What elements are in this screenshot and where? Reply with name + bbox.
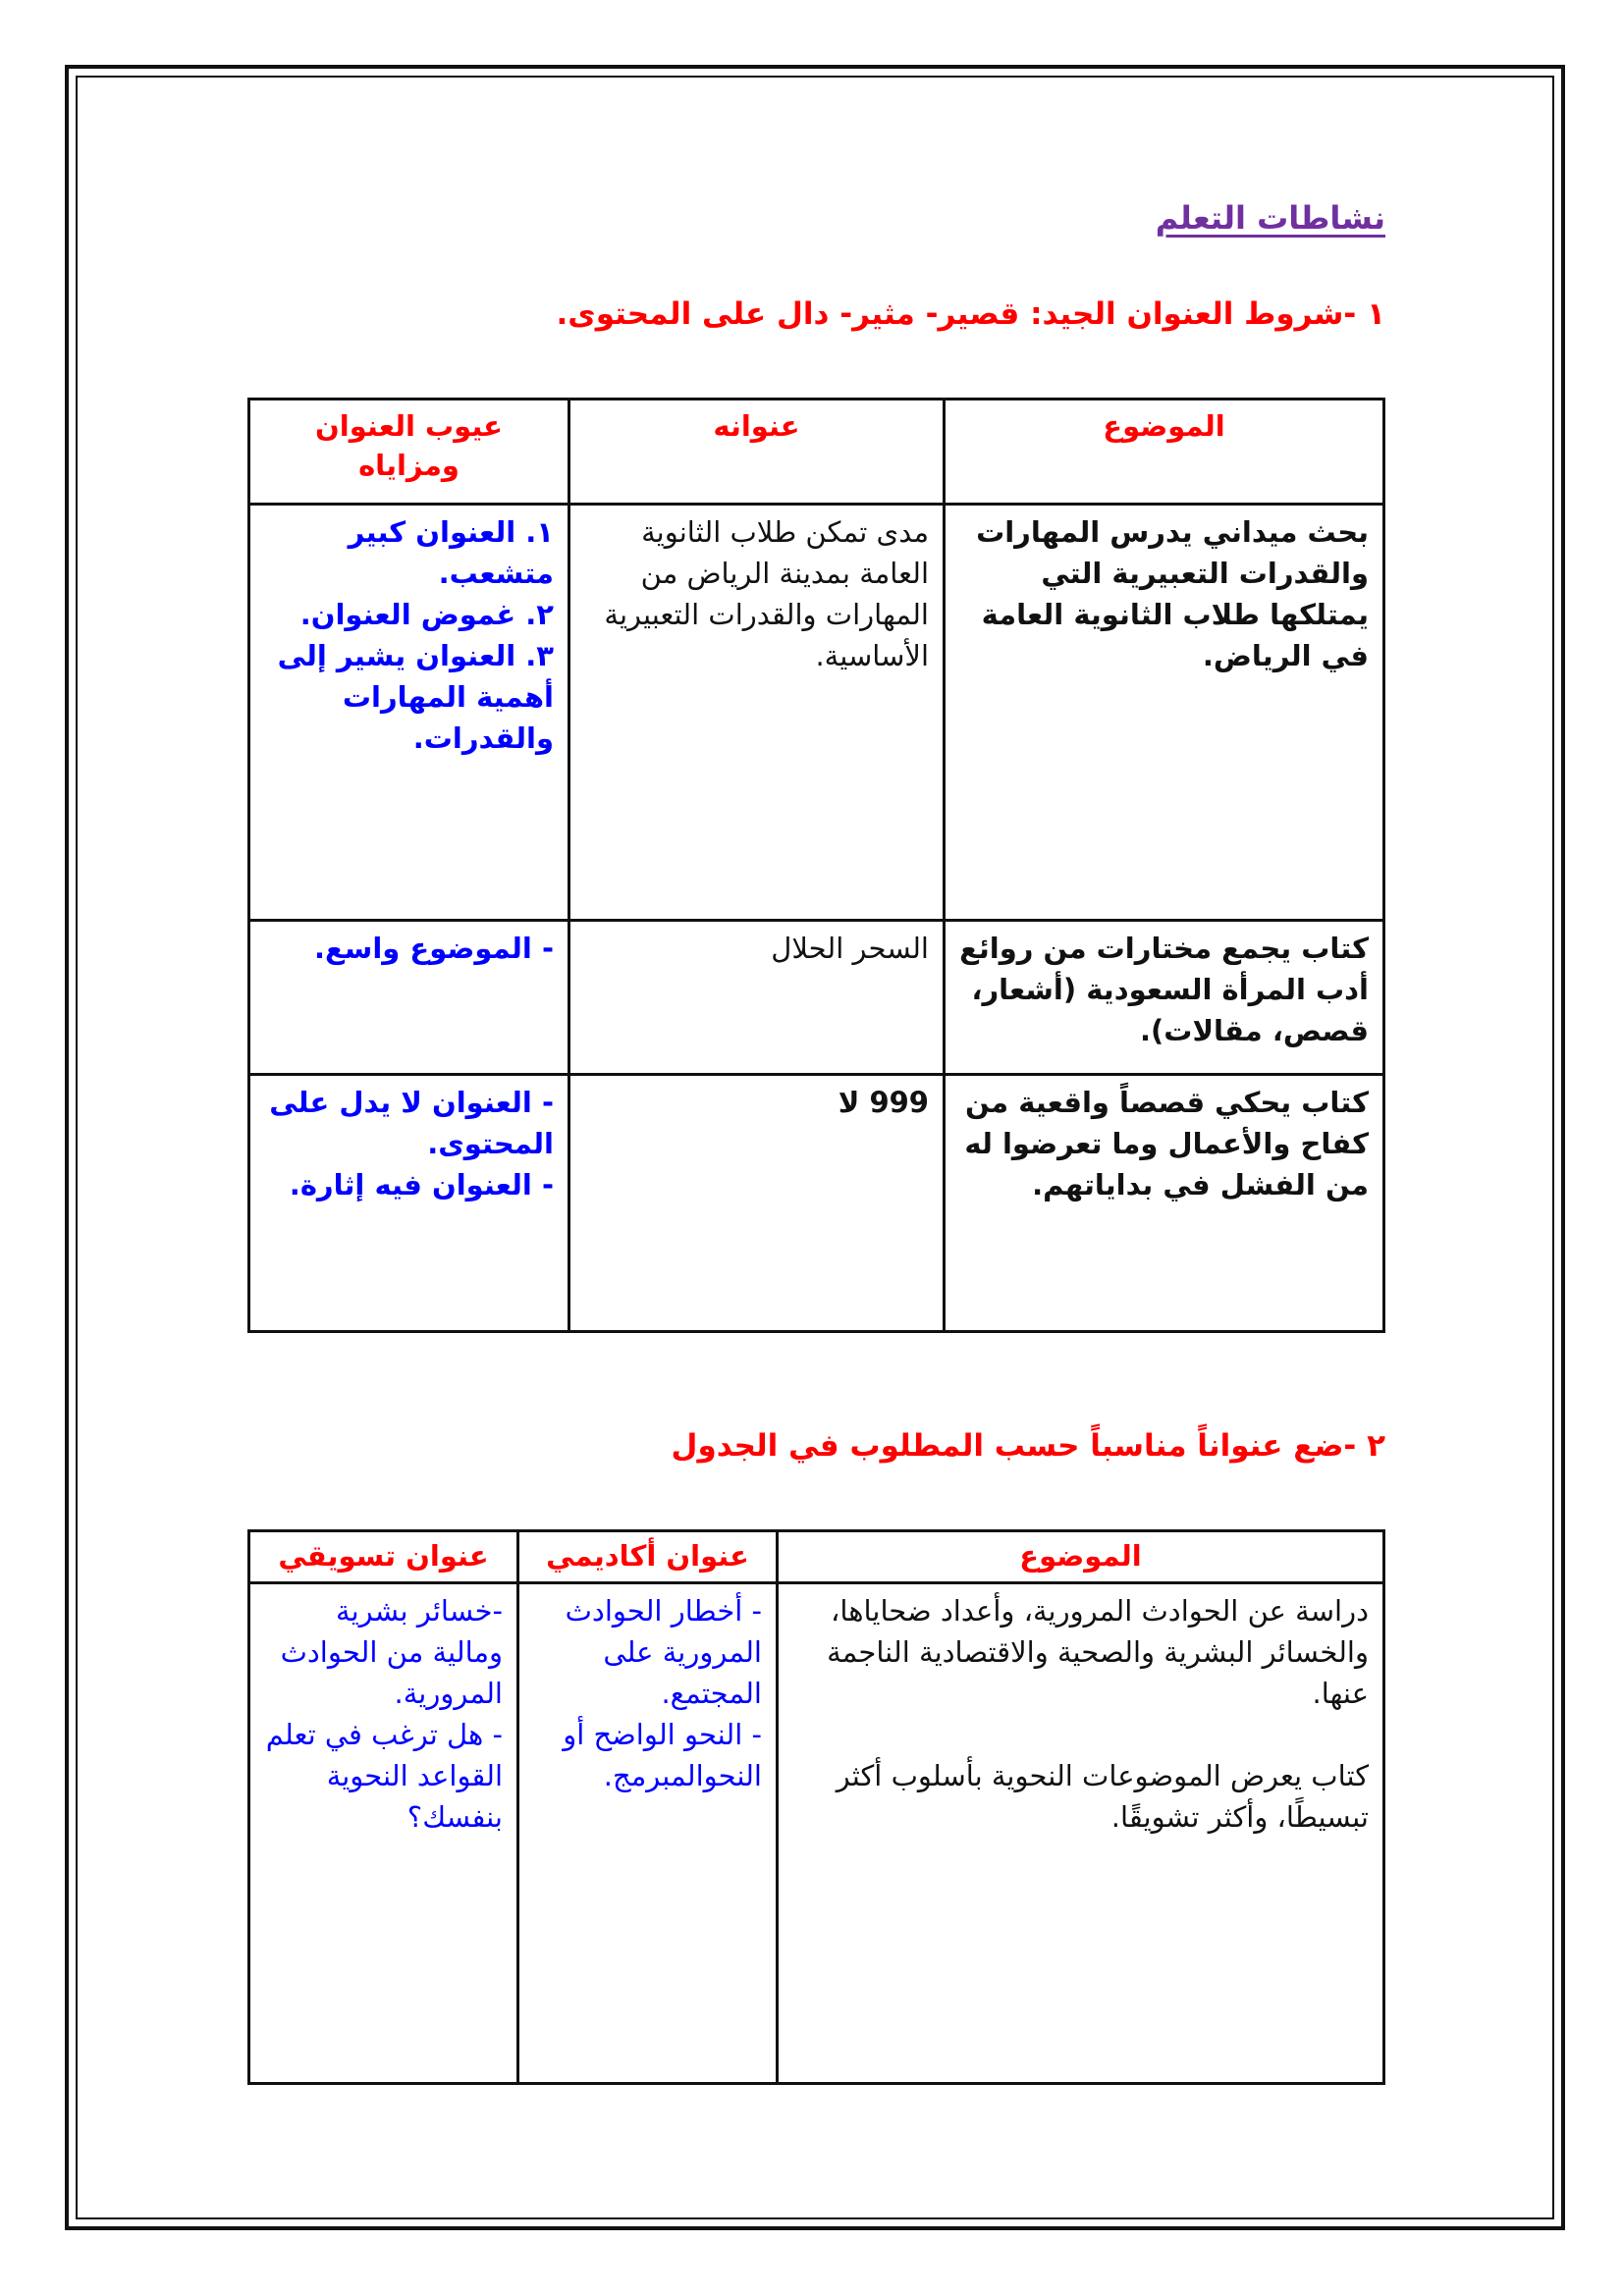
title-cell: 999 لا bbox=[569, 1075, 945, 1332]
topic-item: دراسة عن الحوادث المرورية، وأعداد ضحاياها، والخسائر البشرية والصحية والاقتصادية الناجمة عنها. bbox=[827, 1594, 1369, 1710]
header-topic: الموضوع bbox=[778, 1531, 1384, 1583]
topic-item: كتاب يعرض الموضوعات النحوية بأسلوب أكثر تبسيطًا، وأكثر تشويقًا. bbox=[836, 1759, 1369, 1834]
topics-cell bbox=[778, 1583, 1384, 2084]
topic-cell: كتاب يجمع مختارات من روائع أدب المرأة السعودية (أشعار، قصص، مقالات). bbox=[945, 921, 1384, 1075]
marketing-title: - هل ترغب في تعلم القواعد النحوية بنفسك؟ bbox=[265, 1718, 503, 1834]
header-marketing: عنوان تسويقي bbox=[249, 1531, 518, 1583]
academic-cell bbox=[518, 1583, 778, 2084]
table-row bbox=[249, 1075, 1384, 1332]
topic-cell: كتاب يحكي قصصاً واقعية من كفاح والأعمال وما تعرضوا له من الفشل في بداياتهم. bbox=[945, 1075, 1384, 1332]
section2-title: ٢ -ضع عنواناً مناسباً حسب المطلوب في الجدول bbox=[671, 1428, 1385, 1464]
header-academic: عنوان أكاديمي bbox=[518, 1531, 778, 1583]
notes-cell bbox=[249, 505, 569, 921]
topic-cell: بحث ميداني يدرس المهارات والقدرات التعبيرية التي يمتلكها طلاب الثانوية العامة في الرياض. bbox=[945, 505, 1384, 921]
section1-title: ١ -شروط العنوان الجيد: قصير- مثير- دال على المحتوى. bbox=[556, 296, 1385, 332]
title-cell: السحر الحلال bbox=[569, 921, 945, 1075]
note-item: - العنوان فيه إثارة. bbox=[289, 1168, 554, 1201]
table-header-row bbox=[249, 1531, 1384, 1583]
note-item: ٣. العنوان يشير إلى أهمية المهارات والقدرات. bbox=[277, 639, 554, 755]
marketing-cell bbox=[249, 1583, 518, 2084]
table-row bbox=[249, 505, 1384, 921]
page-title: نشاطات التعلم bbox=[1155, 199, 1385, 237]
academic-title: - أخطار الحوادث المرورية على المجتمع. bbox=[565, 1594, 762, 1710]
title-cell: مدى تمكن طلاب الثانوية العامة بمدينة الرياض من المهارات والقدرات التعبيرية الأساسية. bbox=[569, 505, 945, 921]
header-topic: الموضوع bbox=[945, 400, 1384, 505]
academic-title: - النحو الواضح أو النحوالمبرمج. bbox=[563, 1718, 762, 1792]
title-conditions-table bbox=[247, 398, 1385, 1333]
table-row bbox=[249, 921, 1384, 1075]
notes-cell bbox=[249, 921, 569, 1075]
header-title: عنوانه bbox=[569, 400, 945, 505]
table-header-row bbox=[249, 400, 1384, 505]
header-notes: عيوب العنوان ومزاياه bbox=[249, 400, 569, 505]
note-item: - الموضوع واسع. bbox=[313, 932, 554, 965]
note-item: ٢. غموض العنوان. bbox=[299, 598, 554, 631]
marketing-title: -خسائر بشرية ومالية من الحوادث المرورية. bbox=[280, 1594, 503, 1710]
note-item: - العنوان لا يدل على المحتوى. bbox=[269, 1086, 554, 1160]
table-row bbox=[249, 1583, 1384, 2084]
suggested-titles-table bbox=[247, 1529, 1385, 2085]
note-item: ١. العنوان كبير متشعب. bbox=[348, 515, 554, 590]
notes-cell bbox=[249, 1075, 569, 1332]
